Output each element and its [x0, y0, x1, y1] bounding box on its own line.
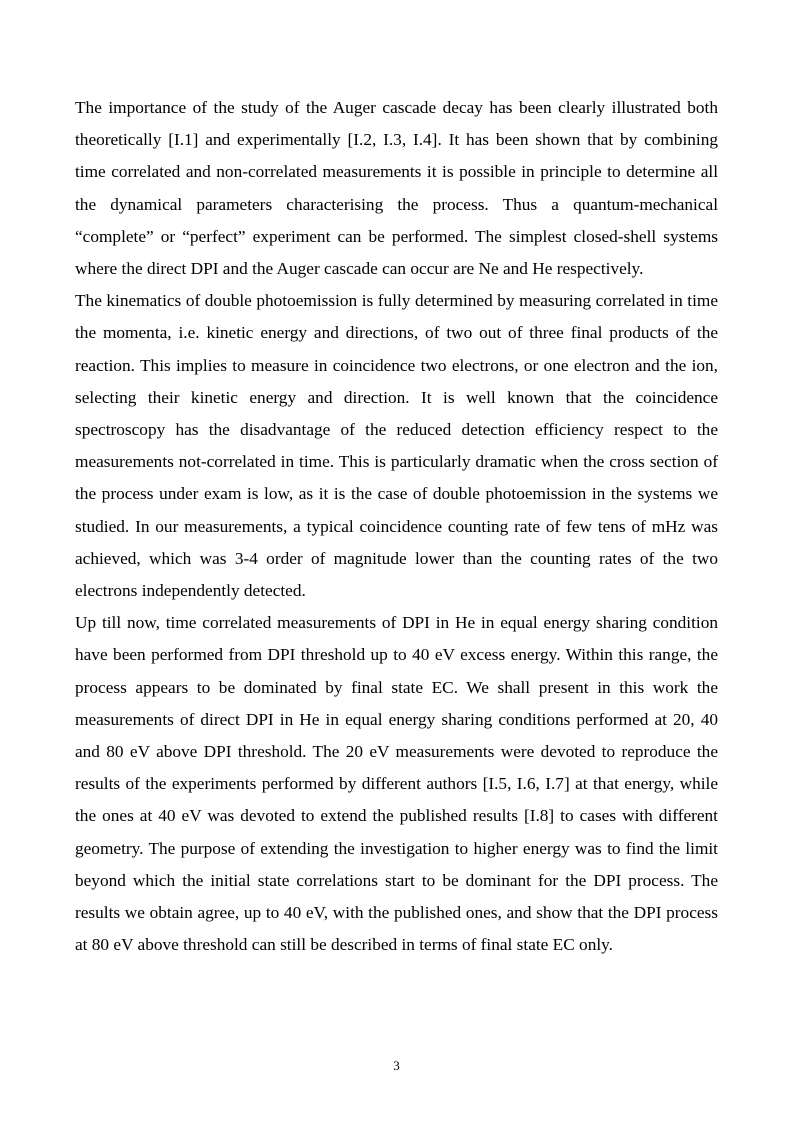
paragraph-kinematics: The kinematics of double photoemission is fully determined by measuring correlated in time the momenta, i.e. kinetic energy and directions, of two out of three final products of the reaction. This implies to measure in coincidence two electrons, or one electron and the ion, selecting their kinetic energy and direction. It is well known that the coincidence spectroscopy has the disadvantage of the reduced detection efficiency respect to the measurements not-correlated in time. This is particularly dramatic when the cross section of the process under exam is low, as it is the case of double photoemission in the systems we studied. In our measurements, a typical coincidence counting rate of few tens of mHz was achieved, which was 3-4 order of magnitude lower than the counting rates of the two electrons independently detected. — [75, 291, 718, 601]
body-text — [75, 92, 718, 961]
paragraph-auger-cascade: The importance of the study of the Auger cascade decay has been clearly illustrated both theoretically [I.1] and experimentally [I.2, I.3, I.4]. It has been shown that by combining time correlated and non-correlated measurements it is possible in principle to determine all the dynamical parameters characterising the process. Thus a quantum-mechanical “complete” or “perfect” experiment can be performed. The simplest closed-shell systems where the direct DPI and the Auger cascade can occur are Ne and He respectively. — [75, 98, 718, 279]
page-number: 3 — [393, 1058, 400, 1073]
paragraph-measurements: Up till now, time correlated measurements of DPI in He in equal energy sharing condition have been performed from DPI threshold up to 40 eV excess energy. Within this range, the process appears to be dominated by final state EC. We shall present in this work the measurements of direct DPI in He in equal energy sharing conditions performed at 20, 40 and 80 eV above DPI threshold. The 20 eV measurements were devoted to reproduce the results of the experiments performed by different authors [I.5, I.6, I.7] at that energy, while the ones at 40 eV was devoted to extend the published results [I.8] to cases with different geometry. The purpose of extending the investigation to higher energy was to find the limit beyond which the initial state correlations start to be dominant for the DPI process. The results we obtain agree, up to 40 eV, with the published ones, and show that the DPI process at 80 eV above threshold can still be described in terms of final state EC only. — [75, 613, 718, 955]
